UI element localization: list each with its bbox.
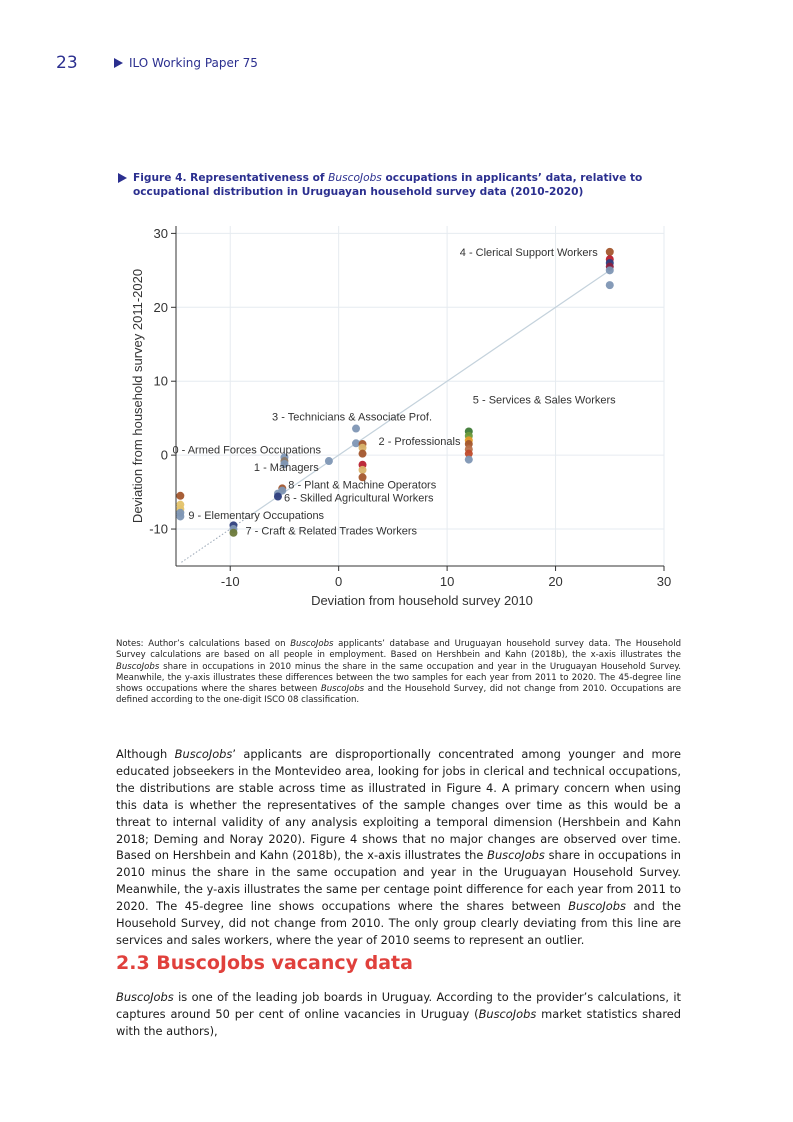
scatter-chart	[118, 214, 678, 614]
running-header	[114, 56, 258, 70]
data-point	[274, 493, 282, 501]
body-paragraph-2: BuscoJobs is one of the leading job boards in Uruguay. According to the provider’s calculations, it captures around 50 per cent of online vacancies in Uruguay (BuscoJobs market statistics shared with the authors),	[116, 990, 681, 1038]
triangle-bullet-icon	[118, 173, 127, 183]
group-label: 9 - Elementary Occupations	[188, 509, 325, 522]
group-label: 3 - Technicians & Associate Prof.	[272, 411, 433, 424]
running-title: ILO Working Paper 75	[129, 56, 258, 70]
data-point	[229, 529, 237, 537]
group-label: 6 - Skilled Agricultural Workers	[283, 492, 434, 505]
y-axis-title: Deviation from household survey 2011-2020	[130, 268, 145, 524]
data-point	[176, 492, 184, 500]
group-label: 8 - Plant & Machine Operators	[288, 479, 437, 492]
group-label: 2 - Professionals	[378, 436, 461, 449]
section-heading: 2.3 BuscoJobs vacancy data	[116, 952, 413, 974]
figure-notes: Notes: Author’s calculations based on BuscoJobs applicants’ database and Uruguayan household survey data. The Household Survey calculations are based on all people in employment. Based on Hershbein and Kahn (2018b), the x-axis illustrates the BuscoJobs share in occupations in 2010 minus the share in the same occupation and year in the Uruguayan Household Survey. Meanwhile, the y-axis illustrates these differences between the two samples for each year from 2011 to 2020. The 45-degree line shows occupations where the shares between BuscoJobs and the Household Survey, did not change from 2010. Occupations are defined according to the one-digit ISCO 08 classification.	[116, 639, 682, 706]
page-number: 23	[56, 53, 78, 73]
group-label: 1 - Managers	[253, 462, 319, 475]
data-point	[606, 248, 614, 256]
figure-caption-text: Figure 4. Representativeness of BuscoJobs occupations in applicants’ data, relative to occupational distribution in Uruguayan household survey data (2010-2020)	[133, 172, 643, 198]
group-label: 4 - Clerical Support Workers	[459, 246, 598, 259]
group-label: 0 - Armed Forces Occupations	[172, 444, 322, 457]
data-point	[606, 266, 614, 274]
group-label: 7 - Craft & Related Trades Workers	[245, 525, 418, 538]
data-point	[352, 425, 360, 433]
y-tick-label: 20	[153, 299, 168, 315]
y-tick-label: 0	[160, 447, 168, 463]
group-label: 5 - Services & Sales Workers	[472, 394, 616, 407]
data-point	[325, 457, 333, 465]
body-paragraph-1: Although BuscoJobs’ applicants are disproportionally concentrated among younger and more educated jobseekers in the Montevideo area, looking for jobs in clerical and technical occupations, the distributions are stable across time as illustrated in Figure 4. A primary concern when using this data is whether the representatives of the sample changes over time as this would be a threat to internal validity of any analysis exploiting a temporal dimension (Hershbein and Kahn 2018; Deming and Noray 2020). Figure 4 shows that no major changes are observed over time. Based on Hershbein and Kahn (2018b), the x-axis illustrates the BuscoJobs share in occupations in 2010 minus the share in the same occupation and year in the Uruguayan Household Survey. Meanwhile, the y-axis illustrates the same per centage point difference for each year from 2011 to 2020. The 45-degree line shows occupations where the shares between BuscoJobs and the Household Survey, did not change from 2010. The only group clearly deviating from this line are services and sales workers, where the year of 2010 seems to represent an outlier.	[116, 747, 681, 947]
y-tick-label: -10	[149, 521, 168, 537]
x-axis-title: Deviation from household survey 2010	[311, 593, 533, 608]
figure-caption	[118, 171, 680, 199]
x-tick-label: -10	[220, 574, 240, 589]
data-point	[176, 512, 184, 520]
data-point	[465, 456, 473, 464]
triangle-bullet-icon	[114, 58, 123, 68]
data-point	[606, 281, 614, 289]
x-tick-label: 0	[335, 574, 343, 589]
x-tick-label: 20	[548, 574, 563, 589]
x-tick-label: 30	[656, 574, 672, 589]
data-point	[359, 450, 367, 458]
data-point	[359, 466, 367, 474]
y-tick-label: 10	[153, 373, 168, 389]
y-tick-label: 30	[153, 225, 168, 241]
x-tick-label: 10	[439, 574, 455, 589]
